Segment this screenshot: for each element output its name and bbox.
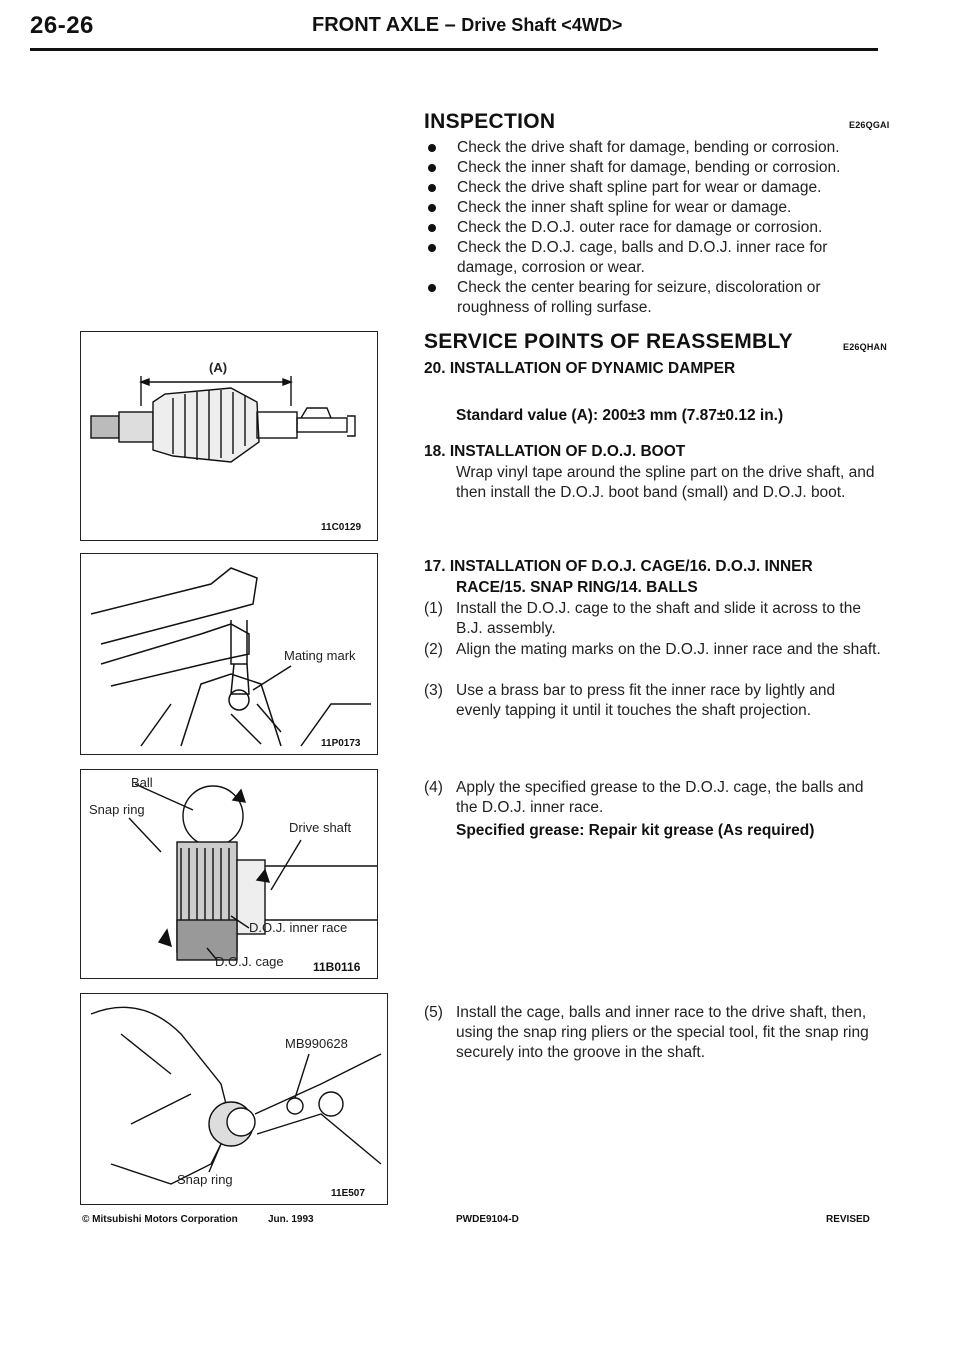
figure-code: 11E507 xyxy=(331,1188,365,1199)
footer-copyright: © Mitsubishi Motors Corporation xyxy=(82,1214,238,1225)
inspection-code: E26QGAI xyxy=(849,120,890,130)
drive-shaft-label: Drive shaft xyxy=(289,820,352,835)
footer-doc-id: PWDE9104-D xyxy=(456,1214,519,1225)
grease-spec: Specified grease: Repair kit grease (As required) xyxy=(456,822,815,839)
step-text: Align the mating marks on the D.O.J. inner race and the shaft. xyxy=(456,641,881,658)
step-number: (3) xyxy=(424,682,443,699)
inner-race-label: D.O.J. inner race xyxy=(249,920,348,935)
figure-inner-race-press xyxy=(80,553,378,755)
snap-ring-label: Snap ring xyxy=(89,802,145,817)
footer-date: Jun. 1993 xyxy=(268,1214,314,1225)
list-item: Check the drive shaft spline part for wear or damage. xyxy=(424,178,886,198)
figure-snap-ring-install xyxy=(80,993,388,1205)
ball-label: Ball xyxy=(131,775,153,790)
step-number: (2) xyxy=(424,641,443,658)
page-subtitle: Drive Shaft <4WD> xyxy=(461,15,623,35)
figure-doj-assembly xyxy=(80,769,378,979)
step-2 xyxy=(424,640,884,660)
page-title xyxy=(312,14,622,37)
step-number: (5) xyxy=(424,1004,443,1021)
list-item: Check the inner shaft for damage, bending or corrosion. xyxy=(424,158,886,178)
step-1 xyxy=(424,599,884,639)
page-title-main: FRONT AXLE xyxy=(312,14,440,36)
title-dash: – xyxy=(444,14,462,36)
step-5 xyxy=(424,1003,884,1063)
service-title: SERVICE POINTS OF REASSEMBLY xyxy=(424,330,793,353)
section-20-value: Standard value (A): 200±3 mm (7.87±0.12 in.) xyxy=(456,407,784,424)
tool-number-label: MB990628 xyxy=(285,1036,348,1051)
dimension-a-label: (A) xyxy=(209,360,228,375)
step-number: (1) xyxy=(424,600,443,617)
step-text: Install the cage, balls and inner race to the drive shaft, then, using the snap ring pliers or the special tool, fit the snap ring securely into the groove in the shaft. xyxy=(456,1004,869,1061)
figure-code: 11B0116 xyxy=(313,960,361,974)
drive-shaft-illustration xyxy=(81,332,377,540)
service-code: E26QHAN xyxy=(843,342,887,352)
list-item: Check the D.O.J. cage, balls and D.O.J. inner race for damage, corrosion or wear. xyxy=(424,238,886,278)
step-text: Install the D.O.J. cage to the shaft and slide it across to the B.J. assembly. xyxy=(456,600,861,637)
section-20-heading: 20. INSTALLATION OF DYNAMIC DAMPER xyxy=(424,360,736,377)
section-17-heading-line2: RACE/15. SNAP RING/14. BALLS xyxy=(456,579,698,596)
section-18-heading: 18. INSTALLATION OF D.O.J. BOOT xyxy=(424,443,686,460)
footer-status: REVISED xyxy=(826,1214,870,1225)
list-item: Check the inner shaft spline for wear or damage. xyxy=(424,198,886,218)
figure-dynamic-damper xyxy=(80,331,378,541)
header-rule xyxy=(30,48,878,51)
step-4 xyxy=(424,778,884,818)
mating-mark-label: Mating mark xyxy=(284,648,356,663)
figure-code: 11P0173 xyxy=(321,738,361,749)
inspection-list xyxy=(424,138,886,318)
list-item: Check the center bearing for seizure, discoloration or roughness of rolling surfase. xyxy=(424,278,886,318)
step-3 xyxy=(424,681,884,721)
figure-code: 11C0129 xyxy=(321,522,362,533)
section-18-text: Wrap vinyl tape around the spline part on the drive shaft, and then install the D.O.J. boot band (small) and D.O.J. boot. xyxy=(456,464,875,501)
snap-ring-pliers-illustration xyxy=(81,994,387,1204)
step-text: Use a brass bar to press fit the inner race by lightly and evenly tapping it until it touches the shaft projection. xyxy=(456,682,836,719)
snap-ring-label: Snap ring xyxy=(177,1172,233,1187)
section-17-heading-line1: 17. INSTALLATION OF D.O.J. CAGE/16. D.O.J. INNER xyxy=(424,558,813,575)
inspection-title: INSPECTION xyxy=(424,110,556,133)
cage-label: D.O.J. cage xyxy=(215,954,284,969)
page-number: 26-26 xyxy=(30,12,94,39)
step-text: Apply the specified grease to the D.O.J. cage, the balls and the D.O.J. inner race. xyxy=(456,779,864,816)
list-item: Check the D.O.J. outer race for damage or corrosion. xyxy=(424,218,886,238)
step-number: (4) xyxy=(424,779,443,796)
list-item: Check the drive shaft for damage, bending or corrosion. xyxy=(424,138,886,158)
